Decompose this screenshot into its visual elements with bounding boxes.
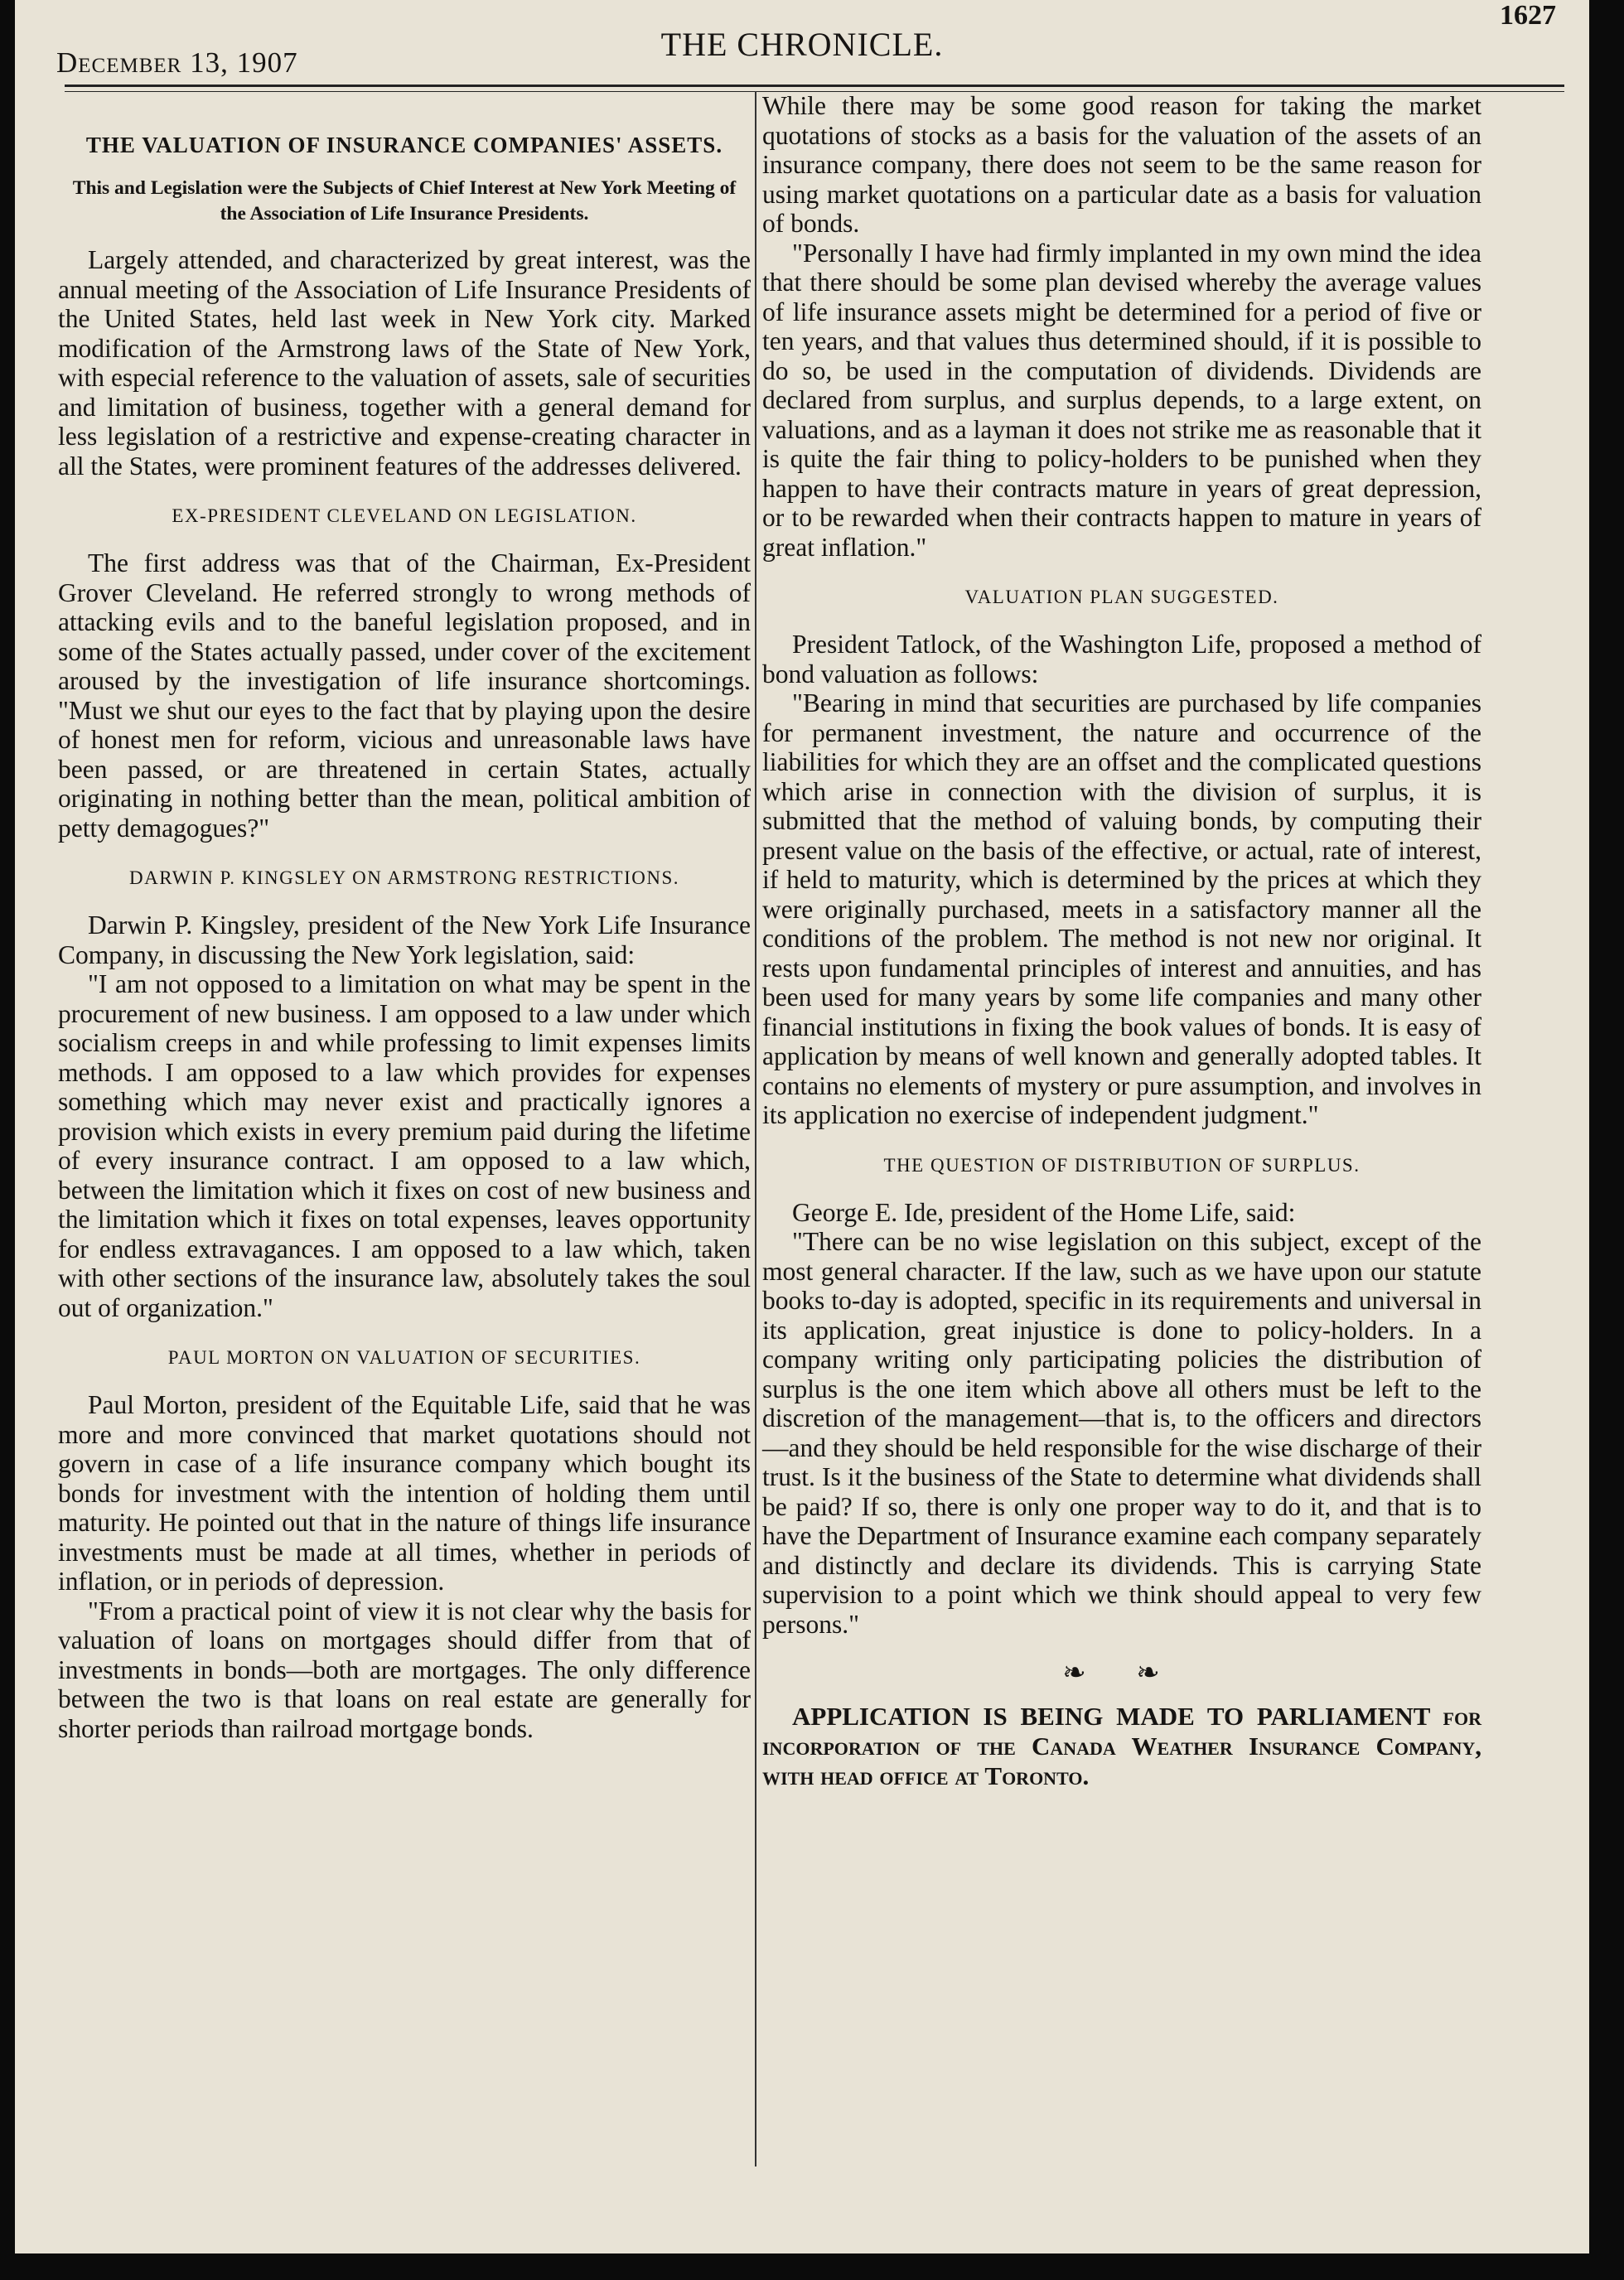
- section-heading-valuation-plan: VALUATION PLAN SUGGESTED.: [964, 587, 1279, 607]
- paragraph: "There can be no wise legislation on this subject, except of the most general character. If the law, such as we have upon our statute books to-day is adopted, specific in its requirements and universal in its application, great injustice is done to policy-holders. In a company writing only participating policies the distribution of surplus is the one item which above all others must be left to the discretion of the management—that is, to the officers and directors—and they should be held responsible for the wise discharge of their trust. Is it the business of the State to determine what dividends shall be paid? If so, there is only one proper way to do it, and that is to have the Department of Insurance examine each company separately and distinctly and declare its dividends. This is carrying State supervision to a point which we think should appeal to very few persons.": [762, 1227, 1481, 1639]
- paragraph: The first address was that of the Chairman, Ex-President Grover Cleveland. He referred strongly to wrong methods of attacking evils and to the baneful legislation proposed, and in some of the States actually passed, under cover of the excitement aroused by the investigation of life insurance shortcomings. "Must we shut our eyes to the fact that by playing upon the desire of honest men for reform, vicious and unreasonable laws have been passed, or are threatened in certain States, actually originating in nothing better than the mean, political ambition of petty demagogues?": [58, 548, 751, 843]
- issue-date: December 13, 1907: [56, 46, 298, 79]
- paragraph: "From a practical point of view it is not clear why the basis for valuation of loans on mortgages should differ from that of investments in bonds—both are mortgages. The only difference between the two is that loans on real estate are generally for shorter periods than railroad mortgage bonds.: [58, 1596, 751, 1743]
- publication-title: THE CHRONICLE.: [660, 26, 944, 63]
- right-column: [762, 91, 1481, 1791]
- article-subtitle: This and Legislation were the Subjects of Chief Interest at New York Meeting of the Association of Life Insurance Presidents.: [72, 177, 737, 225]
- article-title: THE VALUATION OF INSURANCE COMPANIES' ASSETS.: [85, 133, 723, 157]
- paragraph: "Personally I have had firmly implanted in my own mind the idea that there should be some plan devised whereby the average values of life insurance assets might be determined for a period of five or ten years, and that values thus determined should, if it is possible to do so, be used in the computation of dividends. Dividends are declared from surplus, and surplus depends, to a large extent, on valuations, and as a layman it does not strike me as reasonable that it is quite the fair thing to policy-holders to be punished when they happen to have their contracts mature in years of great depression, or to be rewarded when their contracts happen to mature in years of great inflation.": [762, 238, 1481, 562]
- section-heading-morton: PAUL MORTON ON VALUATION OF SECURITIES.: [167, 1347, 641, 1368]
- section-heading-distribution: THE QUESTION OF DISTRIBUTION OF SURPLUS.: [883, 1154, 1361, 1176]
- paragraph: "I am not opposed to a limitation on what may be spent in the procurement of new business. I am opposed to a law under which socialism creeps in and while professing to limit expenses limits methods. I am opposed to a law which provides for expenses something which may never exist and practically ignores a provision which exists in every premium paid during the lifetime of every insurance contract. I am opposed to a law which, between the limitation which it fixes on cost of new business and the limitation which it fixes on total expenses, leaves opportunity for endless extravagances. I am opposed to a law which, taken with other sections of the insurance law, absolutely takes the soul out of organization.": [58, 969, 751, 1322]
- left-column: [58, 91, 751, 1743]
- intro-paragraph: Largely attended, and characterized by great interest, was the annual meeting of the Association of Life Insurance Presidents of the United States, held last week in New York city. Marked modification of the Armstrong laws of the State of New York, with especial reference to the valuation of assets, sale of securities and limitation of business, together with a general demand for less legislation of a restrictive and expense-creating character in all the States, were prominent features of the addresses delivered.: [58, 245, 751, 481]
- newspaper-page: [15, 0, 1589, 2253]
- parliament-notice: APPLICATION IS BEING MADE TO PARLIAMENT for incorporation of the Canada Weather Insurance Company, with head office at Toronto.: [762, 1701, 1481, 1790]
- page-number: 1627: [1500, 0, 1556, 31]
- paragraph: While there may be some good reason for taking the market quotations of stocks as a basis for the valuation of the assets of an insurance company, there does not seem to be the same reason for using market quotations on a particular date as a basis for valuation of bonds.: [762, 91, 1481, 238]
- section-heading-cleveland: EX-PRESIDENT CLEVELAND ON LEGISLATION.: [172, 505, 637, 526]
- paragraph: "Bearing in mind that securities are purchased by life companies for permanent investment, the nature and occurrence of the liabilities for which they are an offset and the complicated questions which arise in connection with the division of surplus, it is submitted that the method of valuing bonds, by computing their present value on the basis of the effective, or actual, rate of interest, if held to maturity, which is determined by the prices at which they were originally purchased, meets in a satisfactory manner all the conditions of the problem. The method is not new nor original. It rests upon fundamental principles of interest and annuities, and has been used for many years by some life companies and many other financial institutions in fixing the book values of bonds. It is easy of application by means of well known and generally adopted tables. It contains no elements of mystery or pure assumption, and involves in its application no exercise of independent judgment.": [762, 688, 1481, 1129]
- header-rule: [65, 85, 1564, 87]
- section-heading-kingsley: DARWIN P. KINGSLEY ON ARMSTRONG RESTRICTIONS.: [128, 867, 680, 888]
- paragraph: George E. Ide, president of the Home Life, said:: [792, 1197, 1296, 1227]
- ornament-icon: ❧ ❧: [1062, 1658, 1182, 1688]
- paragraph: President Tatlock, of the Washington Life, proposed a method of bond valuation as follows:: [762, 630, 1481, 688]
- paragraph: Darwin P. Kingsley, president of the New York Life Insurance Company, in discussing the New York legislation, said:: [58, 911, 751, 969]
- column-divider: [755, 91, 756, 2166]
- paragraph: Paul Morton, president of the Equitable Life, said that he was more and more convinced that market quotations should not govern in case of a life insurance company which bought its bonds for investment with the intention of holding them until maturity. He pointed out that in the nature of things life insurance investments must be made at all times, whether in periods of inflation, or in periods of depression.: [58, 1390, 751, 1596]
